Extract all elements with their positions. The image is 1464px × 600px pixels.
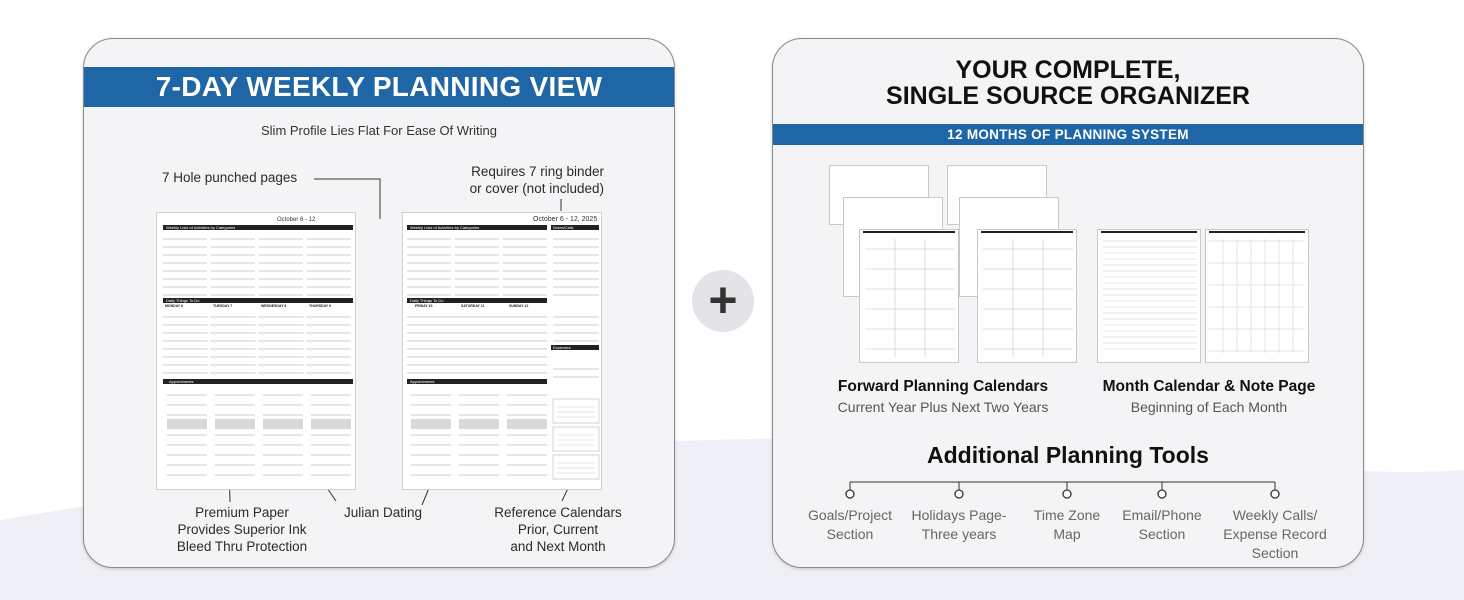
tool-label-line: Expense Record bbox=[1223, 526, 1327, 542]
tool-label-line: Section bbox=[1251, 545, 1299, 561]
day-header: SATURDAY 11 bbox=[461, 304, 485, 308]
callout-ring-binder-line2: or cover (not included) bbox=[469, 181, 604, 196]
additional-tools-title: Additional Planning Tools bbox=[927, 442, 1209, 468]
tool-holidays bbox=[904, 506, 1014, 544]
appointments-heading: Appointments bbox=[410, 379, 435, 384]
appointments-heading: Appointments bbox=[169, 379, 194, 384]
weekly-header-bar-right bbox=[407, 225, 547, 230]
callout-reference-calendars bbox=[458, 504, 658, 555]
callout-ring-binder-line1: Requires 7 ring binder bbox=[471, 164, 604, 179]
tool-label-line: Goals/Project bbox=[807, 507, 893, 523]
tool-label-line: Email/Phone bbox=[1122, 507, 1202, 523]
callout-premium-paper bbox=[142, 504, 342, 555]
notes-heading: Notes/Calls bbox=[553, 225, 574, 230]
callout-julian-dating: Julian Dating bbox=[343, 505, 423, 520]
tool-goals-project bbox=[795, 506, 905, 544]
weekly-heading: Weekly Lists of Activities by Categories bbox=[166, 225, 236, 230]
organizer-title-line1: YOUR COMPLETE, bbox=[955, 56, 1181, 84]
tool-label-line: Three years bbox=[921, 526, 997, 542]
tool-label-line: Time Zone bbox=[1033, 507, 1101, 523]
tools-connector-tree bbox=[773, 39, 1364, 568]
tool-label-line: Holidays Page- bbox=[911, 507, 1007, 523]
weekly-planning-panel bbox=[83, 38, 675, 568]
callout-reference-line2: Prior, Current bbox=[517, 522, 599, 537]
forward-planning-title: Forward Planning Calendars bbox=[837, 378, 1049, 395]
planner-right-page bbox=[402, 212, 602, 490]
day-header: THURSDAY 9 bbox=[309, 304, 331, 308]
callout-paper-line3: Bleed Thru Protection bbox=[176, 539, 308, 554]
weekly-lines-left bbox=[163, 233, 353, 299]
callout-hole-punched: 7 Hole punched pages bbox=[162, 170, 298, 185]
tool-time-zone-map bbox=[1012, 506, 1122, 544]
month-calendar-title: Month Calendar & Note Page bbox=[1102, 378, 1316, 395]
right-day-headers bbox=[407, 304, 547, 309]
forward-planning-subtitle: Current Year Plus Next Two Years bbox=[837, 399, 1049, 415]
tool-label-line: Section bbox=[1138, 526, 1186, 542]
daily-heading: Daily Things To Do bbox=[410, 298, 444, 303]
left-day-headers bbox=[163, 304, 353, 309]
day-header: MONDAY 6 bbox=[165, 304, 184, 308]
right-page-date: October 6 - 12, 2025 bbox=[533, 216, 598, 223]
day-header: SUNDAY 12 bbox=[509, 304, 529, 308]
planner-left-page bbox=[156, 212, 356, 490]
weekly-view-title: 7-DAY WEEKLY PLANNING VIEW bbox=[84, 67, 674, 107]
left-page-date: October 6 - 12 bbox=[277, 217, 316, 223]
day-header: TUESDAY 7 bbox=[213, 304, 233, 308]
expenses-heading: Expenses bbox=[553, 345, 571, 350]
appointment-lines-right bbox=[407, 387, 601, 487]
tool-label-line: Weekly Calls/ bbox=[1232, 507, 1318, 523]
month-calendar-subtitle: Beginning of Each Month bbox=[1130, 399, 1288, 415]
appointments-header-bar bbox=[163, 379, 353, 384]
daily-lines-left bbox=[163, 311, 353, 379]
callout-paper-line1: Premium Paper bbox=[195, 505, 289, 520]
organizer-title-line2: SINGLE SOURCE ORGANIZER bbox=[886, 82, 1250, 110]
tool-label-line: Map bbox=[1053, 526, 1081, 542]
twelve-months-banner: 12 MONTHS OF PLANNING SYSTEM bbox=[773, 124, 1363, 145]
day-header: WEDNESDAY 8 bbox=[261, 304, 287, 308]
weekly-header-bar bbox=[163, 225, 353, 230]
daily-header-bar bbox=[163, 298, 353, 303]
slim-profile-subtitle: Slim Profile Lies Flat For Ease Of Writing bbox=[261, 123, 497, 138]
weekly-heading: Weekly Lists of Activities by Categories bbox=[410, 225, 480, 230]
expenses-header-bar bbox=[551, 345, 599, 350]
appointment-lines-left bbox=[163, 387, 353, 483]
tool-email-phone bbox=[1107, 506, 1217, 544]
tool-weekly-calls-expense bbox=[1210, 506, 1340, 563]
callout-paper-line2: Provides Superior Ink bbox=[177, 522, 307, 537]
callout-reference-line1: Reference Calendars bbox=[494, 505, 622, 520]
callout-reference-line3: and Next Month bbox=[510, 539, 606, 554]
day-header: FRIDAY 10 bbox=[415, 304, 433, 308]
tool-label-line: Section bbox=[826, 526, 874, 542]
plus-icon: + bbox=[692, 270, 754, 332]
daily-heading: Daily Things To Do bbox=[166, 298, 200, 303]
notes-header-bar bbox=[551, 225, 599, 230]
daily-header-bar-right bbox=[407, 298, 547, 303]
organizer-panel bbox=[772, 38, 1364, 568]
appointments-header-bar-right bbox=[407, 379, 547, 384]
